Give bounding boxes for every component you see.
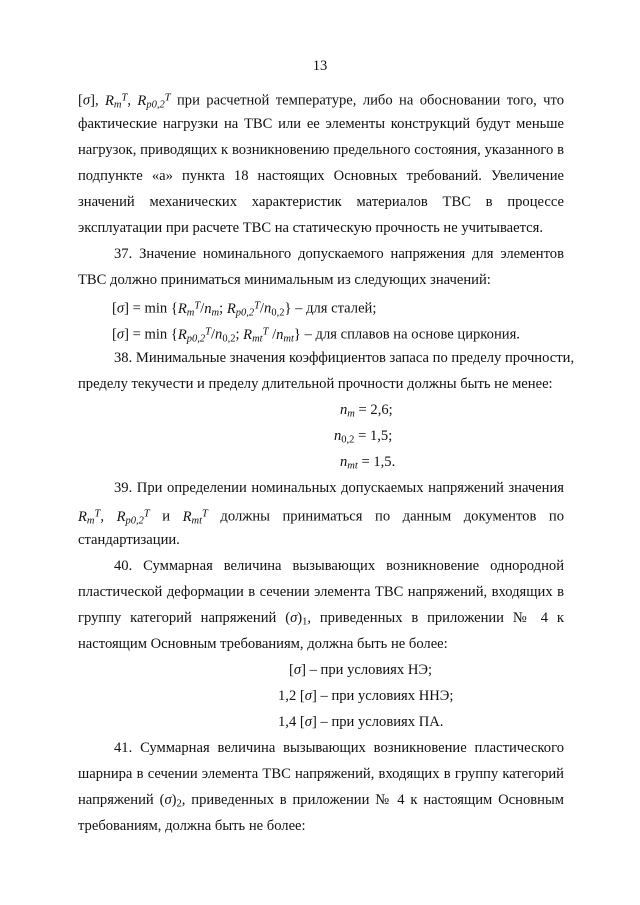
paragraph-line: настоящим Основным требованиям, должна быть не более: bbox=[78, 636, 448, 652]
paragraph-line: пластической деформации в сечении элемента ТВС напряжений, входящих в bbox=[78, 584, 564, 600]
paragraph-line: группу категорий напряжений $(\sigma)_1$, приведенных в приложении № 4 к bbox=[78, 610, 564, 628]
text-run: – при условиях ННЭ; bbox=[316, 688, 454, 704]
formula-line: 1,2 [σ] – при условиях ННЭ; bbox=[278, 688, 454, 704]
paragraph-line: 38. Минимальные значения коэффициентов запаса по пределу прочности, bbox=[114, 350, 575, 366]
paragraph-line: 41. Суммарная величина вызывающих возникновение пластического bbox=[114, 740, 564, 756]
text-run: = 1,5; bbox=[354, 428, 393, 444]
paragraph-line: стандартизации. bbox=[78, 532, 180, 548]
paragraph-line: $R_m^T$, $R_{p0,2}^T$ и $R_{mt}^T$ должны приниматься по данным документов по bbox=[78, 508, 565, 527]
text-run: при расчетной температуре, либо на обосновании того, что bbox=[176, 92, 564, 109]
paragraph-line: 37. Значение номинального допускаемого напряжения для элементов bbox=[114, 246, 564, 262]
formula-line: [σ] – при условиях НЭ; bbox=[289, 662, 433, 678]
formula-line: $[\sigma] = \min \{R_m^T/n_m$; $R_{p0,2}^T/n_{0,2}$} – для сталей; bbox=[112, 300, 377, 319]
text-run: – при условиях НЭ; bbox=[305, 662, 433, 678]
text-run: должны приниматься по данным документов по bbox=[220, 508, 565, 525]
text-run: – для сталей; bbox=[291, 300, 377, 317]
formula-line: $[\sigma] = \min \{R_{p0,2}^T/n_{0,2}$; $R_{mt}^T$ $/n_{mt}$} – для сплавов на основе циркония. bbox=[112, 326, 520, 345]
paragraph-line: эксплуатации при расчете ТВС на статическую прочность не учитывается. bbox=[78, 220, 544, 236]
text-run: – для сплавов на основе циркония. bbox=[300, 326, 520, 343]
formula-line: $n_{mt} = 1,5$. bbox=[340, 454, 396, 472]
paragraph-line: ТВС должно приниматься минимальным из следующих значений: bbox=[78, 272, 491, 288]
paragraph-line: [σ], $R_m^T$, $R_{p0,2}^T$ при расчетной температуре, либо на обосновании того, что bbox=[78, 92, 564, 111]
text-run: группу категорий напряжений bbox=[78, 610, 277, 626]
formula-line: $n_m = 2,6$; bbox=[340, 402, 393, 420]
text-run: – при условиях ПА. bbox=[316, 714, 444, 730]
text-run: , приведенных в приложении № 4 к настоящим Основным bbox=[181, 792, 564, 808]
paragraph-line: требованиям, должна быть не более: bbox=[78, 818, 306, 834]
text-run: , приведенных в приложении № 4 к bbox=[307, 610, 564, 626]
paragraph-line: значений механических характеристик материалов ТВС в процессе bbox=[78, 194, 564, 210]
paragraph-line: нагрузок, приводящих к возникновению предельного состояния, указанного в bbox=[78, 142, 564, 158]
text-run: напряжений bbox=[78, 792, 154, 808]
paragraph-line: напряжений $(\sigma)_2$, приведенных в приложении № 4 к настоящим Основным bbox=[78, 792, 564, 810]
formula-line: $n_{0,2} = 1,5$; bbox=[334, 428, 393, 446]
paragraph-line: пределу текучести и пределу длительной прочности должны быть не менее: bbox=[78, 376, 553, 392]
paragraph-line: шарнира в сечении элемента ТВС напряжений, входящих в группу категорий bbox=[78, 766, 564, 782]
text-run: = 2,6; bbox=[354, 402, 393, 418]
paragraph-line: 40. Суммарная величина вызывающих возникновение однородной bbox=[114, 558, 564, 574]
text-run: 1,4 bbox=[278, 714, 300, 730]
paragraph-line: подпункте «а» пункта 18 настоящих Основных требований. Увеличение bbox=[78, 168, 564, 184]
paragraph-line: фактические нагрузки на ТВС или ее элементы конструкций будут меньше bbox=[78, 116, 564, 132]
text-run: = 1,5. bbox=[357, 454, 396, 470]
text-run: 1,2 bbox=[278, 688, 300, 704]
page-number: 13 bbox=[312, 58, 328, 74]
paragraph-line: 39. При определении номинальных допускаемых напряжений значения bbox=[114, 480, 564, 496]
formula-line: 1,4 [σ] – при условиях ПА. bbox=[278, 714, 444, 730]
